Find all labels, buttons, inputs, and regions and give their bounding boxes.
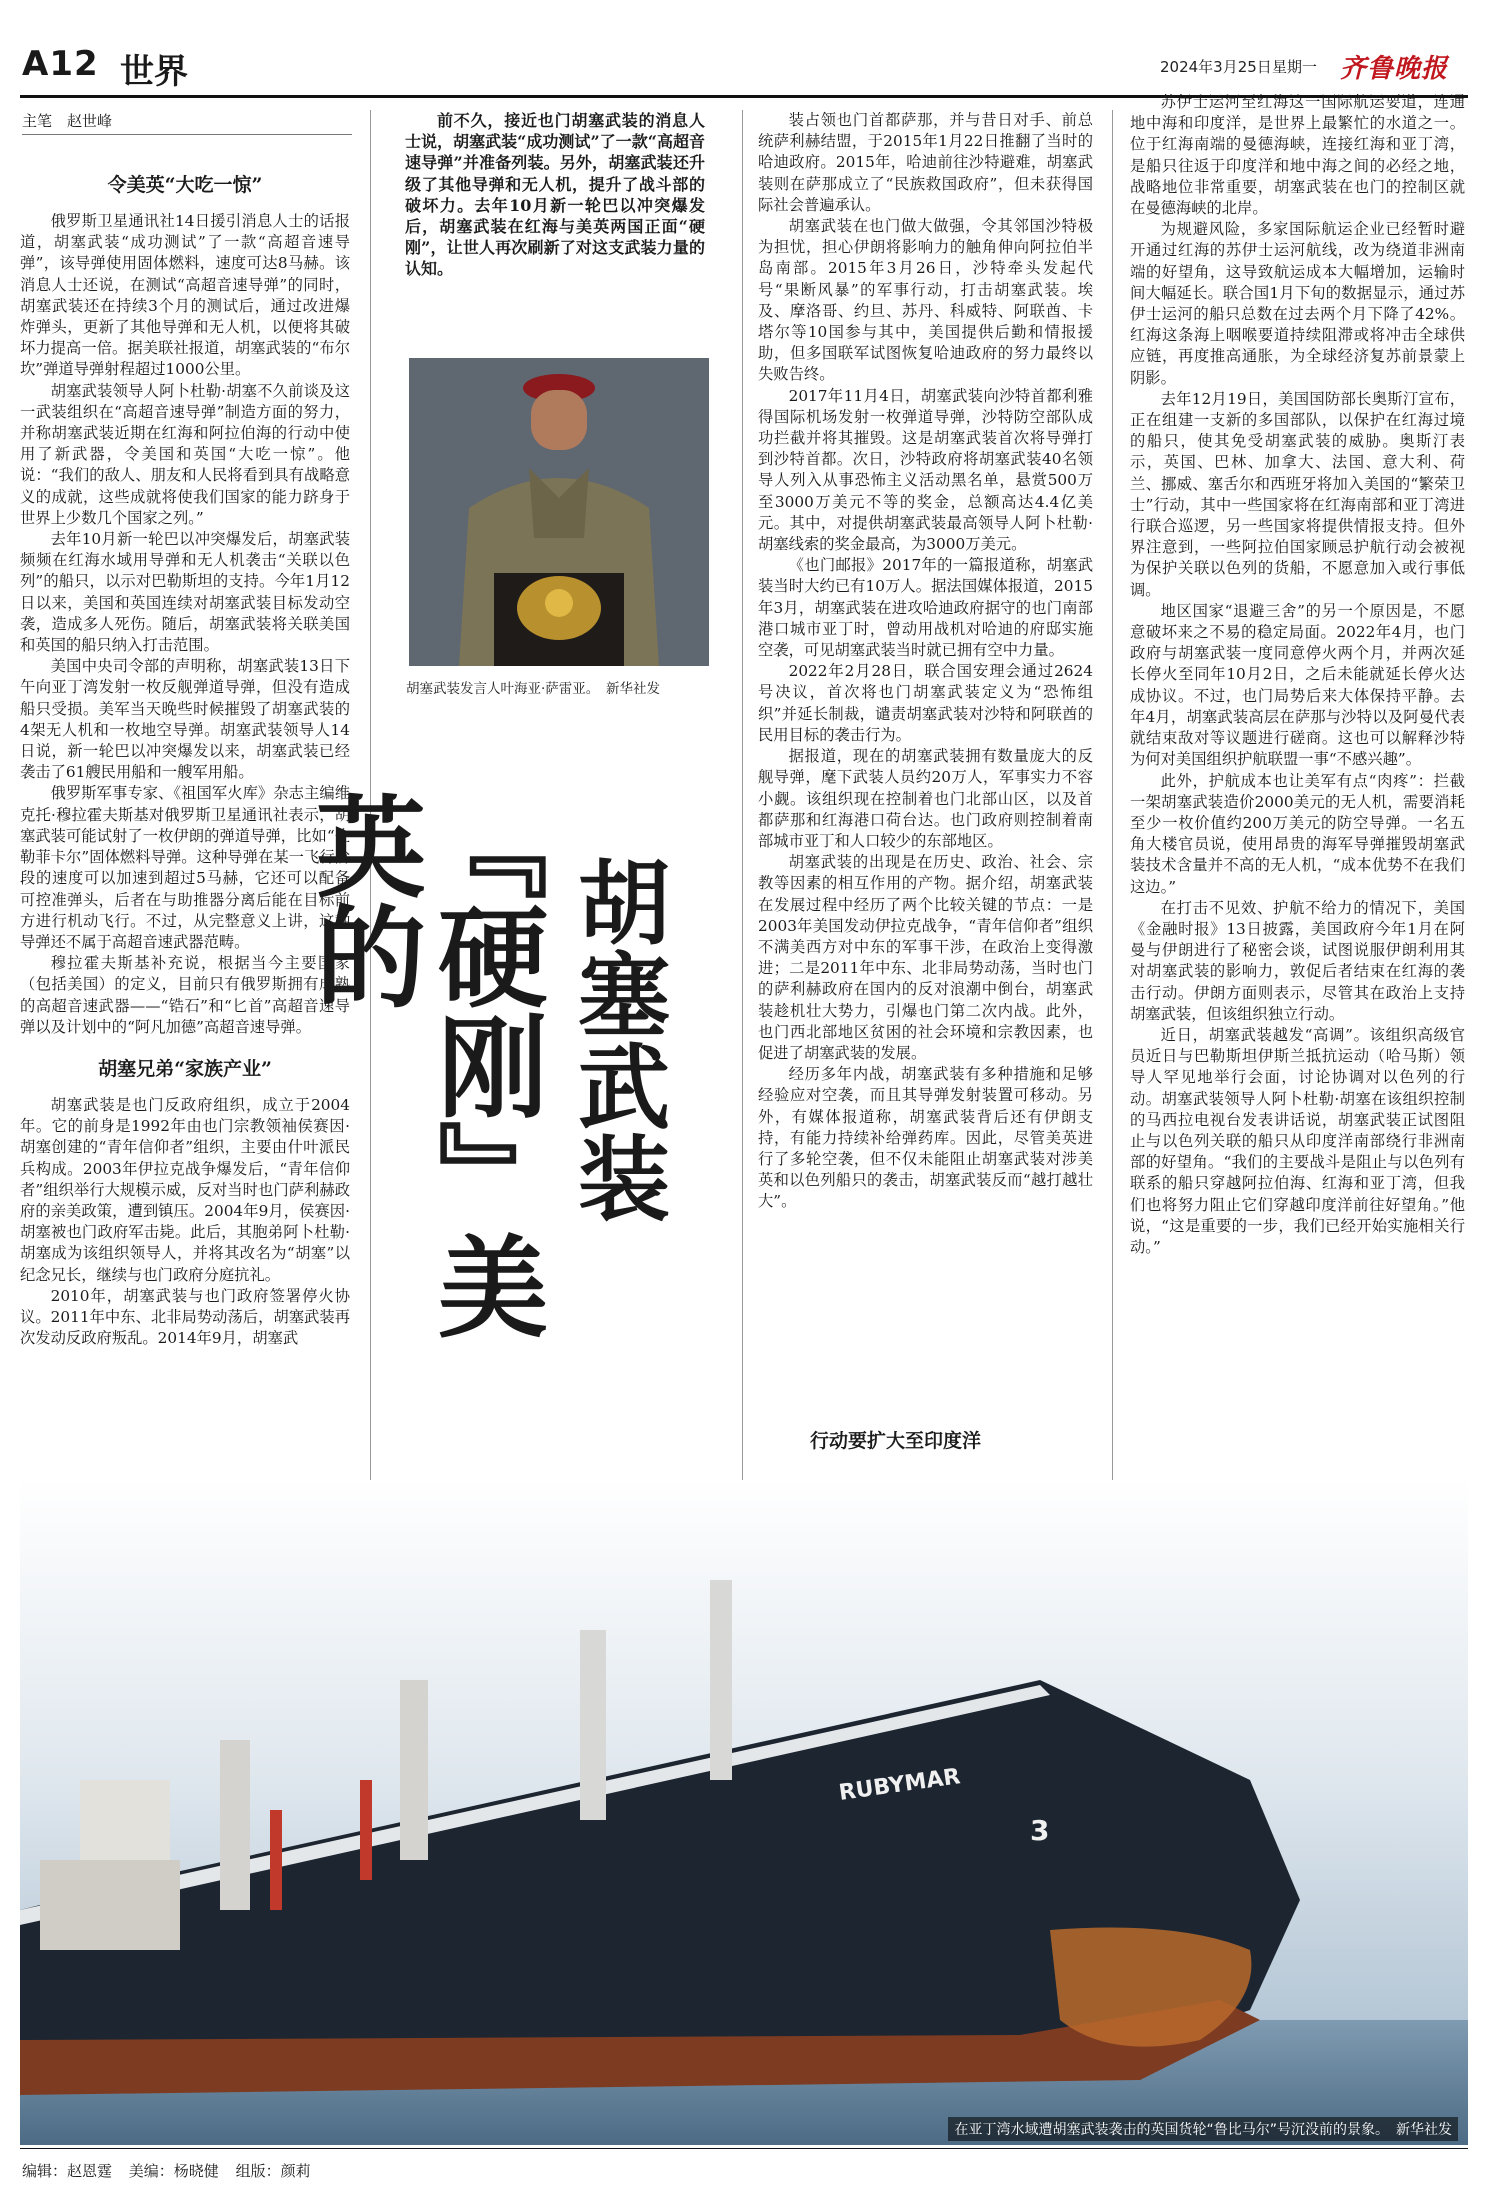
byline: 主笔 赵世峰 (22, 112, 113, 130)
paragraph: 苏伊士运河至红海这一国际航运要道，连通地中海和印度洋，是世界上最繁忙的水道之一。位于红海南端的曼德海峡，连接红海和亚丁湾，是船只往返于印度洋和地中海之间的必经之地，战略地位非常重要，胡塞武装在也门的控制区就在曼德海峡的北岸。 (1130, 93, 1465, 218)
paragraph: 《也门邮报》2017年的一篇报道称，胡塞武装当时大约已有10万人。据法国媒体报道，2015年3月，胡塞武装在进攻哈迪政府据守的也门南部港口城市亚丁时，曾动用战机对哈迪的府邸实施空袭，可见胡塞武装当时就已拥有空中力量。 (758, 556, 1093, 660)
issue-weekday: 星期一 (1272, 58, 1318, 76)
spokesman-photo (409, 358, 709, 666)
paragraph: 2010年，胡塞武装与也门政府签署停火协议。2011年中东、北非局势动荡后，胡塞武装再次发动反政府叛乱。2014年9月，胡塞武 (20, 1286, 350, 1348)
subhead-family: 胡塞兄弟“家族产业” (98, 1057, 272, 1080)
paragraph: 胡塞武装在也门做大做强，令其邻国沙特极为担忧，担心伊朗将影响力的触角伸向阿拉伯半岛南部。2015年3月26日，沙特牵头发起代号“果断风暴”的军事行动，打击胡塞武装。埃及、摩洛哥、约旦、苏丹、科威特、阿联酋、卡塔尔等10国参与其中，美国提供后勤和情报援助，但多国联军试图恢复哈迪政府的努力最终以失败告终。 (758, 217, 1093, 384)
headline-line-1: 『硬刚』美英的 (298, 790, 549, 1340)
photo-caption-ship: 在亚丁湾水域遭胡塞武装袭击的英国货轮“鲁比马尔”号沉没前的景象。 新华社发 (948, 2117, 1458, 2141)
paragraph: 近日，胡塞武装越发“高调”。该组织高级官员近日与巴勒斯坦伊斯兰抵抗运动（哈马斯）领导人罕见地举行会面，讨论协调对以色列的行动。胡塞武装领导人阿卜杜勒·胡塞在该组织控制的马西拉电视台发表讲话说，胡塞武装正试图阻止与以色列关联的船只从印度洋南部绕行非洲南部的好望角。“我们的主要战斗是阻止与以色列有联系的船只穿越阿拉伯海、红海和亚丁湾，但我们也将努力阻止它们穿越印度洋前往好望角。”他说，“这是重要的一步，我们已经开始实施相关行动。” (1130, 1025, 1465, 1256)
paragraph: 俄罗斯军事专家、《祖国军火库》杂志主编维克托·穆拉霍夫斯基对俄罗斯卫星通讯社表示，胡塞武装可能试射了一枚伊朗的弹道导弹，比如“佐勒菲卡尔”固体燃料导弹。这种导弹在某一飞行阶段的速度可以加速到超过5马赫，它还可以配备可控准弹头，后者在与助推器分离后能在目标前方进行机动飞行。不过，从完整意义上讲，这种导弹还不属于高超音速武器范畴。 (20, 784, 350, 951)
paragraph: 为规避风险，多家国际航运企业已经暂时避开通过红海的苏伊士运河航线，改为绕道非洲南端的好望角，这导致航运成本大幅增加，运输时间大幅延长。联合国1月下旬的数据显示，通过苏伊士运河的船只总数在过去两个月下降了42%。红海这条海上咽喉要道持续阻滞或将冲击全球供应链，再度推高通胀，为全球经济复苏前景蒙上阴影。 (1130, 220, 1465, 387)
column-4-body (1130, 92, 1465, 1258)
ship-photo (20, 1480, 1468, 2145)
paragraph: 据报道，现在的胡塞武装拥有数量庞大的反舰导弹，麾下武装人员约20万人，军事实力不容小觑。该组织现在控制着也门北部山区，以及首都萨那和红海港口荷台达。也门政府则控制着南部城市亚丁和人口较少的东部地区。 (758, 747, 1093, 850)
paragraph: 胡塞武装的出现是在历史、政治、社会、宗教等因素的相互作用的产物。据介绍，胡塞武装在发展过程中经历了两个比较关键的节点：一是2003年美国发动伊拉克战争，“青年信仰者”组织不满美西方对中东的军事干涉，在政治上变得激进；二是2011年中东、北非局势动荡，当时也门的萨利赫政府在国内的反对浪潮中倒台，胡塞武装趁机壮大势力，引爆也门第二次内战。此外，也门西北部地区贫困的社会环境和宗教因素，也促进了胡塞武装的发展。 (758, 853, 1093, 1062)
headline-line-2: 胡塞武装 (563, 855, 671, 1223)
lead-paragraph (405, 110, 705, 280)
footer-art: 美编：杨晓健 (128, 2162, 219, 2180)
paragraph: 去年10月新一轮巴以冲突爆发后，胡塞武装频频在红海水域用导弹和无人机袭击“关联以色列”的船只，以示对巴勒斯坦的支持。今年1月12日以来，美国和英国连续对胡塞武装目标发动空袭，造成多人死伤。随后，胡塞武装将关联美国和英国的船只纳入打击范围。 (20, 530, 350, 655)
paragraph: 去年12月19日，美国国防部长奥斯汀宣布，正在组建一支新的多国部队，以保护在红海过境的船只，使其免受胡塞武装的威胁。奥斯汀表示，英国、巴林、加拿大、法国、意大利、荷兰、挪威、塞舌尔和西班牙将加入美国的“繁荣卫士”行动，其中一些国家将在红海南部和亚丁湾进行联合巡逻，另一些国家将提供情报支持。但外界注意到，一些阿拉伯国家顾忌护航行动会被视为保护关联以色列的货船，不愿意加入或行事低调。 (1130, 389, 1465, 599)
issue-date: 2024年3月25日 (1160, 58, 1272, 76)
paragraph: 2022年2月28日，联合国安理会通过2624号决议，首次将也门胡塞武装定义为“恐怖组织”并延长制裁，谴责胡塞武装对沙特和阿联酋的民用目标的袭击行为。 (758, 662, 1093, 744)
paragraph: 美国中央司令部的声明称，胡塞武装13日下午向亚丁湾发射一枚反舰弹道导弹，但没有造成船只受损。美军当天晚些时候摧毁了胡塞武装的4架无人机和一枚地空导弹。胡塞武装领导人14日说，新一轮巴以冲突爆发以来，胡塞武装已经袭击了61艘民用船和一艘军用船。 (20, 657, 350, 782)
paragraph: 胡塞武装是也门反政府组织，成立于2004年。它的前身是1992年由也门宗教领袖侯赛因·胡塞创建的“青年信仰者”组织，主要由什叶派民兵构成。2003年伊拉克战争爆发后，“青年信仰者”组织举行大规模示威，反对当时也门萨利赫政府的亲美政策，遭到镇压。2004年9月，侯赛因·胡塞被也门政府军击毙。此后，其胞弟阿卜杜勒·胡塞成为该组织领导人，并将其改名为“胡塞”以纪念兄长，继续与也门政府分庭抗礼。 (20, 1095, 350, 1284)
footer-proof: 组版：颜莉 (235, 2162, 311, 2180)
column-1 (20, 170, 350, 1349)
paragraph: 2017年11月4日，胡塞武装向沙特首都利雅得国际机场发射一枚弹道导弹，沙特防空部队成功拦截并将其摧毁。这是胡塞武装首次将导弹打到沙特首都。次日，沙特政府将胡塞武装40名领导人列入从事恐怖主义活动黑名单，悬赏500万至3000万美元不等的奖金，总额高达4.4亿美元。其中，对提供胡塞武装最高领导人阿卜杜勒·胡塞线索的奖金最高，为3000万美元。 (758, 386, 1093, 554)
footer-rule (20, 2148, 1468, 2149)
svg-text:3: 3 (1030, 1814, 1050, 1847)
paragraph: 此外，护航成本也让美军有点“肉疼”：拦截一架胡塞武装造价2000美元的无人机，需要消耗至少一枚价值约200万美元的防空导弹。一名五角大楼官员说，使用昂贵的海军导弹摧毁胡塞武装技术含量并不高的无人机，“成本优势不在我们这边。” (1130, 771, 1465, 896)
subhead-indian-ocean: 行动要扩大至印度洋 (810, 1430, 982, 1452)
footer-credits (22, 2160, 311, 2181)
column-separator (1112, 110, 1113, 1490)
byline-rule (22, 134, 352, 135)
column-3-body (758, 110, 1093, 1213)
paragraph: 经历多年内战，胡塞武装有多种措施和足够经验应对空袭，而且其导弹发射装置可移动。另外，有媒体报道称，胡塞武装背后还有伊朗支持，有能力持续补给弹药库。因此，尽管美英进行了多轮空袭，但不仅未能阻止胡塞武装对涉美英和以色列船只的袭击，胡塞武装反而“越打越壮大”。 (758, 1065, 1093, 1211)
newspaper-logo: 齐鲁晚报 (1340, 54, 1449, 84)
subhead-surprise: 令美英“大吃一惊” (107, 174, 263, 196)
column-separator (742, 110, 743, 1490)
paragraph: 在打击不见效、护航不给力的情况下，美国《金融时报》13日披露，美国政府今年1月在阿曼与伊朗进行了秘密会谈，试图说服伊朗利用其对胡塞武装的影响力，敦促后者结束在红海的袭击行动。伊朗方面则表示，尽管其在政治上支持胡塞武装，但该组织独立行动。 (1130, 898, 1465, 1023)
lead-text: 前不久，接近也门胡塞武装的消息人士说，胡塞武装“成功测试”了一款“高超音速导弹”并准备列装。另外，胡塞武装还升级了其他导弹和无人机，提升了战斗部的破坏力。去年10月新一轮巴以冲突爆发后，胡塞武装在红海与美英两国正面“硬刚”，让世人再次刷新了对这支武装力量的认知。 (405, 111, 705, 279)
paragraph: 地区国家“退避三舍”的另一个原因是，不愿意破坏来之不易的稳定局面。2022年4月，也门政府与胡塞武装一度同意停火两个月，并两次延长停火至同年10月2日，之后未能就延长停火达成协议。不过，也门局势后来大体保持平静。去年4月，胡塞武装高层在萨那与沙特以及阿曼代表就结束敌对等议题进行磋商。这也可以解释沙特为何对美国组织护航联盟一事“不感兴趣”。 (1130, 601, 1465, 769)
ship-name-text: RUBYMAR (837, 1764, 962, 1806)
page-number: A12 (22, 44, 99, 84)
column-1-body-2 (20, 1095, 350, 1349)
paragraph: 胡塞武装领导人阿卜杜勒·胡塞不久前谈及这一武装组织在“高超音速导弹”制造方面的努力，并称胡塞武装近期在红海和阿拉伯海的行动中使用了新武器，令美国和英国“大吃一惊”。他说：“我们的敌人、朋友和人民将看到具有战略意义的成就，这些成就将使我们国家的能力跻身于世界上少数几个国家之列。” (20, 381, 350, 527)
footer-editor: 编辑：赵恩霆 (22, 2162, 113, 2180)
photo-caption-spokesman: 胡塞武装发言人叶海亚·萨雷亚。 新华社发 (406, 681, 661, 697)
paragraph: 穆拉霍夫斯基补充说，根据当今主要国家（包括美国）的定义，目前只有俄罗斯拥有成熟的高超音速武器——“锆石”和“匕首”高超音速导弹以及计划中的“阿凡加德”高超音速导弹。 (20, 954, 350, 1036)
paragraph: 俄罗斯卫星通讯社14日援引消息人士的话报道，胡塞武装“成功测试”了一款“高超音速导弹”，该导弹使用固体燃料，速度可达8马赫。该消息人士还说，在测试“高超音速导弹”的同时，胡塞武装还在持续3个月的测试后，通过改进爆炸弹头，更新了其他导弹和无人机，以便将其破坏力提高一倍。据美联社报道，胡塞武装的“布尔坎”弹道导弹射程超过1000公里。 (20, 212, 350, 379)
section-name: 世界 (120, 52, 188, 92)
paragraph: 装占领也门首都萨那，并与昔日对手、前总统萨利赫结盟，于2015年1月22日推翻了当时的哈迪政府。2015年，哈迪前往沙特避难，胡塞武装则在萨那成立了“民族救国政府”，但未获得国际社会普遍承认。 (758, 111, 1093, 214)
